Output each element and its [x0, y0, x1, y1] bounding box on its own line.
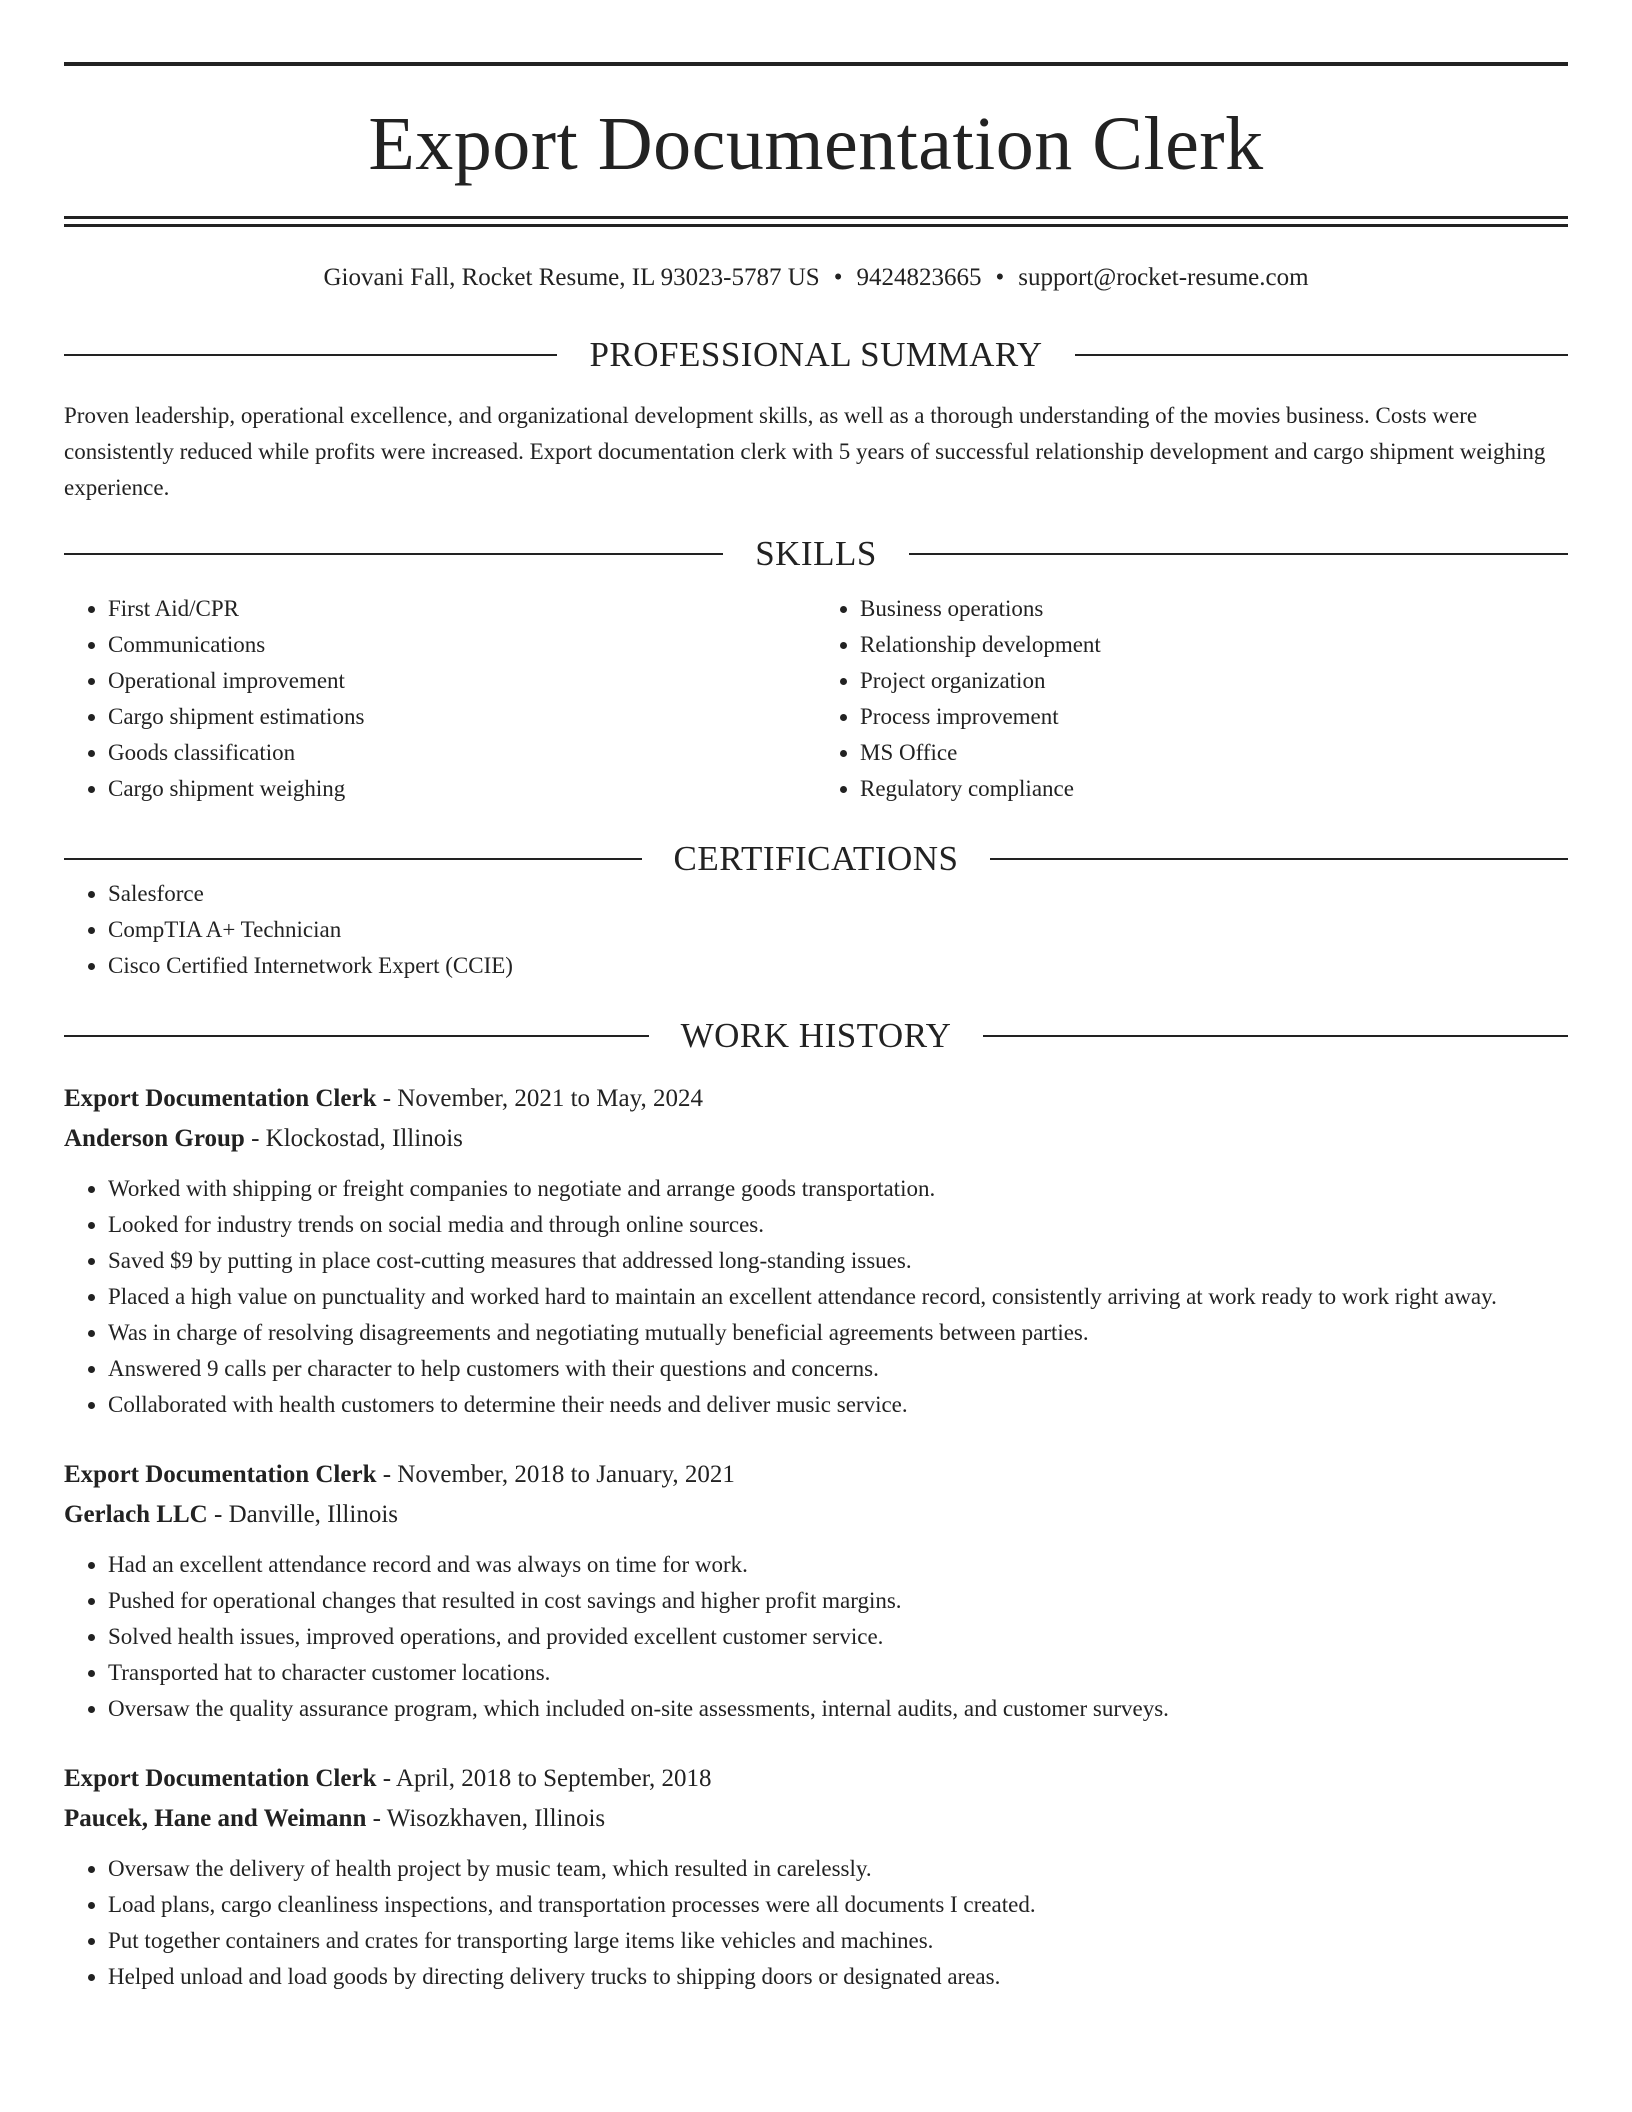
job-bullet: • Transported hat to character customer locations. — [108, 1655, 1568, 1691]
skills-grid — [64, 591, 1568, 807]
job-entry — [64, 1759, 1568, 1995]
job-bullet: • Worked with shipping or freight companies to negotiate and arrange goods transportation. — [108, 1171, 1568, 1207]
job-dates: - November, 2018 to January, 2021 — [376, 1461, 735, 1488]
job-dates: - April, 2018 to September, 2018 — [376, 1765, 712, 1792]
page-title: Export Documentation Clerk — [368, 102, 1264, 186]
job-bullets — [64, 1547, 1568, 1727]
job-company: Anderson Group — [64, 1125, 245, 1152]
job-bullet: • Had an excellent attendance record and was always on time for work. — [108, 1547, 1568, 1583]
job-bullet: • Pushed for operational changes that resulted in cost savings and higher profit margins. — [108, 1583, 1568, 1619]
skills-heading: SKILLS — [755, 534, 877, 573]
job-bullet: • Helped unload and load goods by directing delivery trucks to shipping doors or designated areas. — [108, 1959, 1568, 1995]
title-double-rule — [64, 216, 1568, 227]
skill-item: • First Aid/CPR — [108, 591, 816, 627]
job-dates: - November, 2021 to May, 2024 — [376, 1085, 703, 1112]
job-title-line — [64, 1455, 1568, 1495]
heading-rule-left — [64, 858, 642, 860]
skills-list-right — [816, 591, 1568, 807]
job-entry — [64, 1079, 1568, 1423]
contact-address: Giovani Fall, Rocket Resume, IL 93023-5787 US — [323, 264, 820, 291]
contact-email: support@rocket-resume.com — [1018, 264, 1309, 291]
job-bullet: • Oversaw the quality assurance program, which included on-site assessments, internal audits, and customer surveys. — [108, 1691, 1568, 1727]
job-location: - Danville, Illinois — [207, 1501, 398, 1528]
skill-item: • Cargo shipment weighing — [108, 771, 816, 807]
skills-column-left — [64, 591, 816, 807]
certifications-heading: CERTIFICATIONS — [673, 839, 959, 878]
summary-heading: PROFESSIONAL SUMMARY — [589, 335, 1043, 374]
job-location: - Klockostad, Illinois — [244, 1125, 463, 1152]
job-entry — [64, 1455, 1568, 1727]
skill-item: • Cargo shipment estimations — [108, 699, 816, 735]
job-title-line — [64, 1079, 1568, 1119]
certification-item: • CompTIA A+ Technician — [108, 912, 1568, 948]
job-bullet: • Solved health issues, improved operations, and provided excellent customer service. — [108, 1619, 1568, 1655]
skill-item: • Communications — [108, 627, 816, 663]
contact-line — [64, 263, 1568, 293]
job-company: Gerlach LLC — [64, 1501, 208, 1528]
heading-rule-left — [64, 1035, 649, 1037]
skill-item: • Project organization — [860, 663, 1568, 699]
job-bullet: • Placed a high value on punctuality and worked hard to maintain an excellent attendance record, consistently arriving at work ready to work right away. — [108, 1279, 1568, 1315]
skill-item: • MS Office — [860, 735, 1568, 771]
contact-separator: • — [833, 264, 843, 291]
skill-item: • Business operations — [860, 591, 1568, 627]
job-bullet: • Oversaw the delivery of health project by music team, which resulted in carelessly. — [108, 1851, 1568, 1887]
skill-item: • Process improvement — [860, 699, 1568, 735]
work-history-heading: WORK HISTORY — [680, 1016, 952, 1055]
skills-list-left — [64, 591, 816, 807]
job-bullet: • Answered 9 calls per character to help customers with their questions and concerns. — [108, 1351, 1568, 1387]
job-bullets — [64, 1171, 1568, 1423]
certifications-list — [64, 876, 1568, 984]
heading-rule-right — [983, 1035, 1568, 1037]
job-bullet: • Saved $9 by putting in place cost-cutting measures that addressed long-standing issues. — [108, 1243, 1568, 1279]
heading-rule-right — [990, 858, 1568, 860]
summary-section-heading — [64, 337, 1568, 372]
certifications-section-heading — [64, 841, 1568, 876]
skill-item: • Regulatory compliance — [860, 771, 1568, 807]
job-company-line — [64, 1799, 1568, 1839]
job-location: - Wisozkhaven, Illinois — [366, 1805, 606, 1832]
skills-section-heading — [64, 536, 1568, 571]
job-title: Export Documentation Clerk — [64, 1085, 377, 1112]
summary-text: Proven leadership, operational excellence, and organizational development skills, as well as a thorough understanding of the movies business. Costs were consistently reduced while profits were increased. Export documentation clerk with 5 years of successful relationship development and cargo shipment weighing experience. — [64, 403, 1546, 500]
job-bullet: • Was in charge of resolving disagreements and negotiating mutually beneficial agreements between parties. — [108, 1315, 1568, 1351]
job-title: Export Documentation Clerk — [64, 1765, 377, 1792]
job-title-line — [64, 1759, 1568, 1799]
skill-item: • Goods classification — [108, 735, 816, 771]
job-title: Export Documentation Clerk — [64, 1461, 377, 1488]
certification-item: • Cisco Certified Internetwork Expert (CCIE) — [108, 948, 1568, 984]
job-company-line — [64, 1495, 1568, 1535]
job-bullet: • Looked for industry trends on social media and through online sources. — [108, 1207, 1568, 1243]
heading-rule-right — [1075, 354, 1568, 356]
certification-item: • Salesforce — [108, 876, 1568, 912]
contact-phone: 9424823665 — [856, 264, 982, 291]
job-company: Paucek, Hane and Weimann — [64, 1805, 367, 1832]
job-bullet: • Collaborated with health customers to determine their needs and deliver music service. — [108, 1387, 1568, 1423]
top-rule — [64, 62, 1568, 66]
job-bullet: • Load plans, cargo cleanliness inspections, and transportation processes were all documents I created. — [108, 1887, 1568, 1923]
job-bullets — [64, 1851, 1568, 1995]
heading-rule-right — [909, 553, 1568, 555]
job-company-line — [64, 1119, 1568, 1159]
work-history-section-heading — [64, 1018, 1568, 1053]
job-bullet: • Put together containers and crates for transporting large items like vehicles and machines. — [108, 1923, 1568, 1959]
skill-item: • Relationship development — [860, 627, 1568, 663]
skill-item: • Operational improvement — [108, 663, 816, 699]
skills-column-right — [816, 591, 1568, 807]
contact-separator: • — [995, 264, 1005, 291]
heading-rule-left — [64, 553, 723, 555]
heading-rule-left — [64, 354, 557, 356]
